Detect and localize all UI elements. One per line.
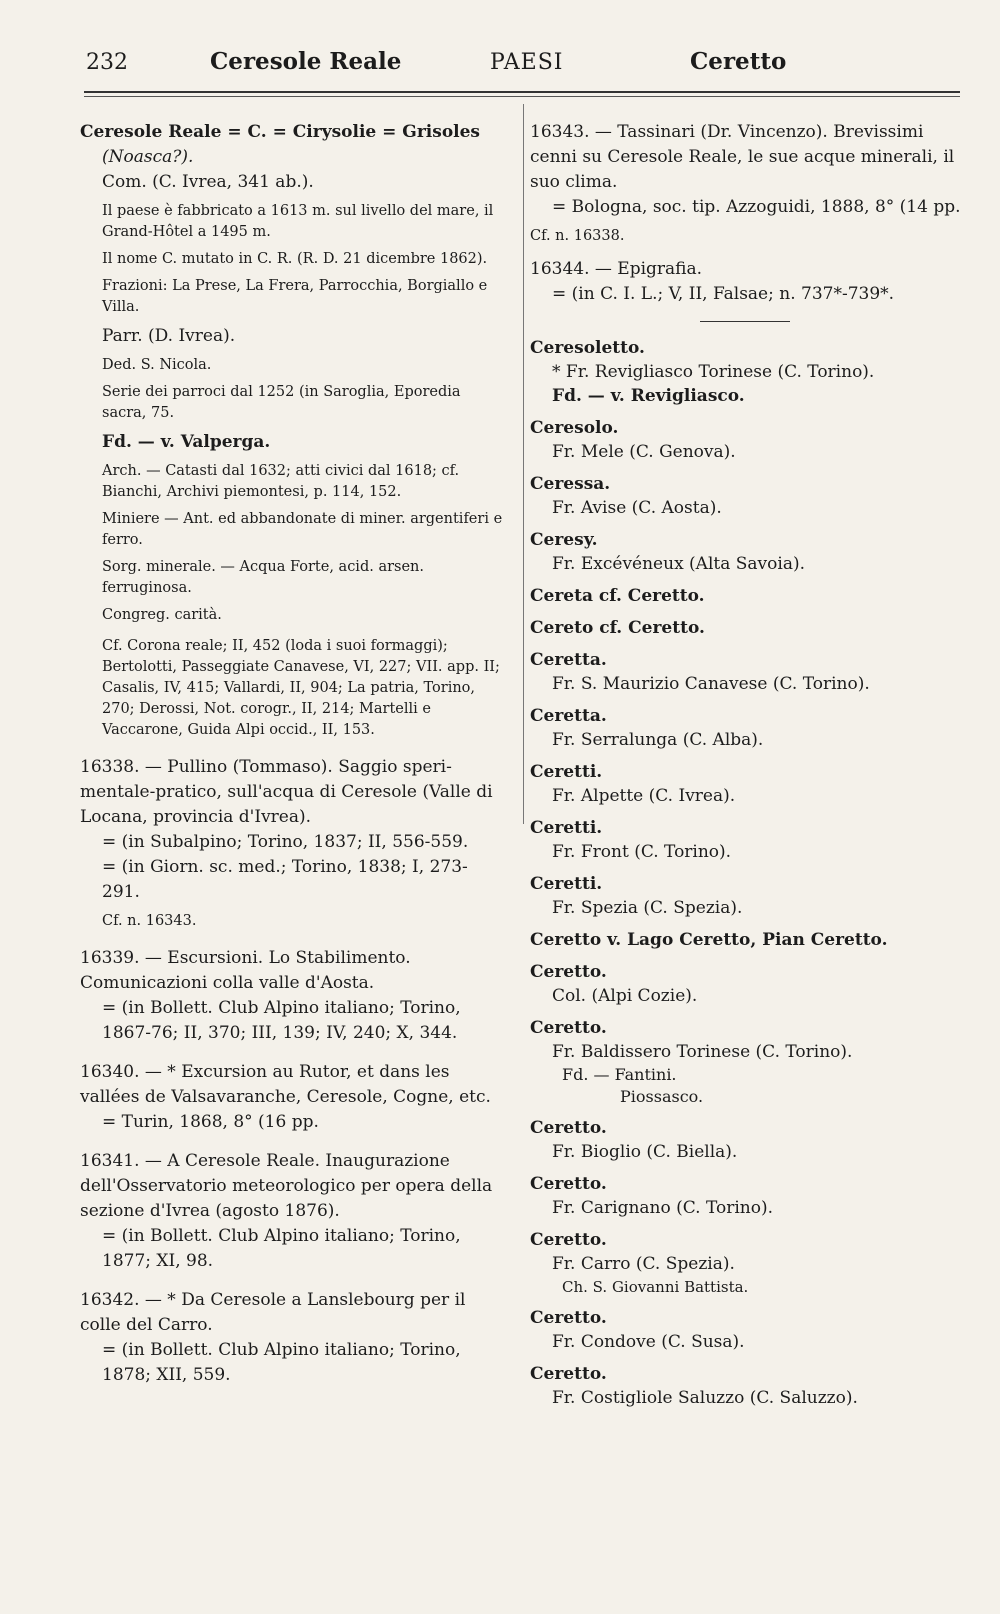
place-entry xyxy=(530,1228,970,1298)
place-desc: Fr. Bioglio (C. Biella). xyxy=(552,1142,738,1162)
place-title: Ceresy. xyxy=(530,530,598,550)
bibliography-entry xyxy=(80,1060,505,1135)
place-title: Ceretto. xyxy=(530,1308,607,1328)
place-entry xyxy=(530,1016,970,1108)
place-entry xyxy=(530,472,970,520)
entry-line: = (in Subalpino; Torino, 1837; II, 556-559. xyxy=(102,832,469,852)
place-entry xyxy=(530,416,970,464)
entry-note: Cf. n. 16338. xyxy=(530,228,625,244)
place-entry xyxy=(530,1362,970,1410)
place-title: Ceretta. xyxy=(530,706,607,726)
place-title: Ceresoletto. xyxy=(530,338,645,358)
entry-title-paren: (Noasca?). xyxy=(102,147,194,167)
place-entry xyxy=(530,1116,970,1164)
running-head-left: Ceresole Reale xyxy=(210,48,402,75)
place-desc: * Fr. Revigliasco Torinese (C. Torino). xyxy=(552,362,875,382)
page-header xyxy=(80,38,960,88)
place-title: Ceressa. xyxy=(530,474,611,494)
place-title: Ceretto. xyxy=(530,1174,607,1194)
entry-line: 16341. — A Ceresole Reale. Inaugurazione dell'Osservatorio meteorologico per opera della sezione d'Ivrea (agosto 1876). xyxy=(80,1151,493,1221)
paragraph: Il nome C. mutato in C. R. (R. D. 21 dicembre 1862). xyxy=(102,251,488,267)
place-entry xyxy=(530,960,970,1008)
place-extra: Fd. — v. Revigliasco. xyxy=(552,386,745,406)
congregation: Congreg. carità. xyxy=(102,607,222,623)
place-entry xyxy=(530,1306,970,1354)
comune-line: Com. (C. Ivrea, 341 ab.). xyxy=(102,172,314,192)
place-extra: Piossasco. xyxy=(620,1087,704,1106)
paragraph: Il paese è fabbricato a 1613 m. sul livello del mare, il Grand-Hôtel a 1495 m. xyxy=(102,203,494,240)
entry-line: 16344. — Epigrafia. xyxy=(530,259,703,279)
entry-line: = (in Bollett. Club Alpino italiano; Torino, 1867-76; II, 370; III, 139; IV, 240; X, 344. xyxy=(102,998,461,1043)
place-title: Ceresolo. xyxy=(530,418,619,438)
place-title: Ceretti. xyxy=(530,762,603,782)
place-title: Ceretto. xyxy=(530,1018,607,1038)
place-title: Cereta cf. Ceretto. xyxy=(530,586,705,606)
place-entry xyxy=(530,616,970,640)
dedication: Ded. S. Nicola. xyxy=(102,357,212,373)
paragraph: Serie dei parroci dal 1252 (in Saroglia, Eporedia sacra, 75. xyxy=(102,384,461,421)
entry-line: = Bologna, soc. tip. Azzoguidi, 1888, 8° (14 pp. xyxy=(552,197,961,217)
mines: Miniere — Ant. ed abbandonate di miner. argentiferi e ferro. xyxy=(102,511,503,548)
entry-line: = Turin, 1868, 8° (16 pp. xyxy=(102,1112,319,1132)
place-entry xyxy=(530,928,970,952)
paragraph: Frazioni: La Prese, La Frera, Parrocchia, Borgiallo e Villa. xyxy=(102,278,488,315)
bibliography-entry xyxy=(80,1288,505,1388)
place-entry xyxy=(530,1172,970,1220)
archive: Arch. — Catasti dal 1632; atti civici dal 1618; cf. Bianchi, Archivi piemontesi, p. 114, 152. xyxy=(102,463,460,500)
place-desc: Fr. Costigliole Saluzzo (C. Saluzzo). xyxy=(552,1388,858,1408)
column-divider xyxy=(523,104,524,824)
entry-line: = (in C. I. L.; V, II, Falsae; n. 737*-739*. xyxy=(552,284,895,304)
entry-line: 16343. — Tassinari (Dr. Vincenzo). Brevissimi cenni su Ceresole Reale, le sue acque minerali, il suo clima. xyxy=(530,122,955,192)
entry-line: = (in Giorn. sc. med.; Torino, 1838; I, 273-291. xyxy=(102,857,468,902)
place-entry xyxy=(530,760,970,808)
place-title: Ceretto v. Lago Ceretto, Pian Ceretto. xyxy=(530,930,888,950)
place-desc: Fr. Baldissero Torinese (C. Torino). xyxy=(552,1042,853,1062)
running-head-center: PAESI xyxy=(490,50,564,75)
place-title: Ceretto. xyxy=(530,1230,607,1250)
place-desc: Col. (Alpi Cozie). xyxy=(552,986,698,1006)
place-title: Ceretta. xyxy=(530,650,607,670)
entry-line: 16339. — Escursioni. Lo Stabilimento. Comunicazioni colla valle d'Aosta. xyxy=(80,948,411,993)
place-desc: Fr. Excévéneux (Alta Savoia). xyxy=(552,554,805,574)
header-rule xyxy=(84,91,960,93)
place-desc: Fr. Avise (C. Aosta). xyxy=(552,498,722,518)
right-column xyxy=(530,120,970,1410)
place-entry xyxy=(530,872,970,920)
entry-title: Ceresole Reale = C. = Cirysolie = Grisoles xyxy=(80,122,480,142)
place-extra: Ch. S. Giovanni Battista. xyxy=(562,1278,749,1296)
place-title: Ceretti. xyxy=(530,874,603,894)
place-desc: Fr. Serralunga (C. Alba). xyxy=(552,730,764,750)
place-desc: Fr. Mele (C. Genova). xyxy=(552,442,736,462)
entry-note: Cf. n. 16343. xyxy=(102,913,197,929)
entry-line: = (in Bollett. Club Alpino italiano; Torino, 1878; XII, 559. xyxy=(102,1340,461,1385)
place-entry xyxy=(530,704,970,752)
place-desc: Fr. S. Maurizio Canavese (C. Torino). xyxy=(552,674,870,694)
entry-line: = (in Bollett. Club Alpino italiano; Torino, 1877; XI, 98. xyxy=(102,1226,461,1271)
springs: Sorg. minerale. — Acqua Forte, acid. arsen. ferruginosa. xyxy=(102,559,424,596)
header-rule-thin xyxy=(84,96,960,97)
references: Cf. Corona reale; II, 452 (loda i suoi formaggi); Bertolotti, Passeggiate Canavese, VI, 227; VII. app. II; Casalis, IV, 415; Vallardi, II, 904; La patria, Torino, 270; Derossi, Not. corogr., II, 214; Martelli e Vaccarone, Guida Alpi occid., II, 153. xyxy=(102,638,500,738)
place-desc: Fr. Carro (C. Spezia). xyxy=(552,1254,735,1274)
bibliography-entry xyxy=(80,946,505,1046)
place-list xyxy=(530,336,970,1410)
place-desc: Fr. Carignano (C. Torino). xyxy=(552,1198,773,1218)
place-title: Cereto cf. Ceretto. xyxy=(530,618,705,638)
place-title: Ceretti. xyxy=(530,818,603,838)
running-head-right: Ceretto xyxy=(690,48,787,75)
place-desc: Fr. Spezia (C. Spezia). xyxy=(552,898,743,918)
bibliography-entry xyxy=(80,1149,505,1274)
entry-line: 16342. — * Da Ceresole a Lanslebourg per il colle del Carro. xyxy=(80,1290,466,1335)
place-entry xyxy=(530,336,970,408)
section-rule xyxy=(700,321,790,322)
place-title: Ceretto. xyxy=(530,1118,607,1138)
place-entry xyxy=(530,528,970,576)
place-desc: Fr. Front (C. Torino). xyxy=(552,842,732,862)
entry-line: 16340. — * Excursion au Rutor, et dans les vallées de Valsavaranche, Ceresole, Cogne, etc. xyxy=(80,1062,491,1107)
left-column xyxy=(80,120,505,1388)
bibliography-entry xyxy=(80,755,505,932)
place-entry xyxy=(530,816,970,864)
place-extra: Fd. — Fantini. xyxy=(562,1065,677,1084)
place-entry xyxy=(530,584,970,608)
page-number: 232 xyxy=(86,50,128,75)
place-title: Ceretto. xyxy=(530,962,607,982)
place-title: Ceretto. xyxy=(530,1364,607,1384)
parrocchia: Parr. (D. Ivrea). xyxy=(102,326,236,346)
feudo: Fd. — v. Valperga. xyxy=(102,432,271,452)
place-desc: Fr. Alpette (C. Ivrea). xyxy=(552,786,736,806)
place-entry xyxy=(530,648,970,696)
place-desc: Fr. Condove (C. Susa). xyxy=(552,1332,745,1352)
entry-line: 16338. — Pullino (Tommaso). Saggio speri-mentale-pratico, sull'acqua di Ceresole (Valle di Locana, provincia d'Ivrea). xyxy=(80,757,493,827)
